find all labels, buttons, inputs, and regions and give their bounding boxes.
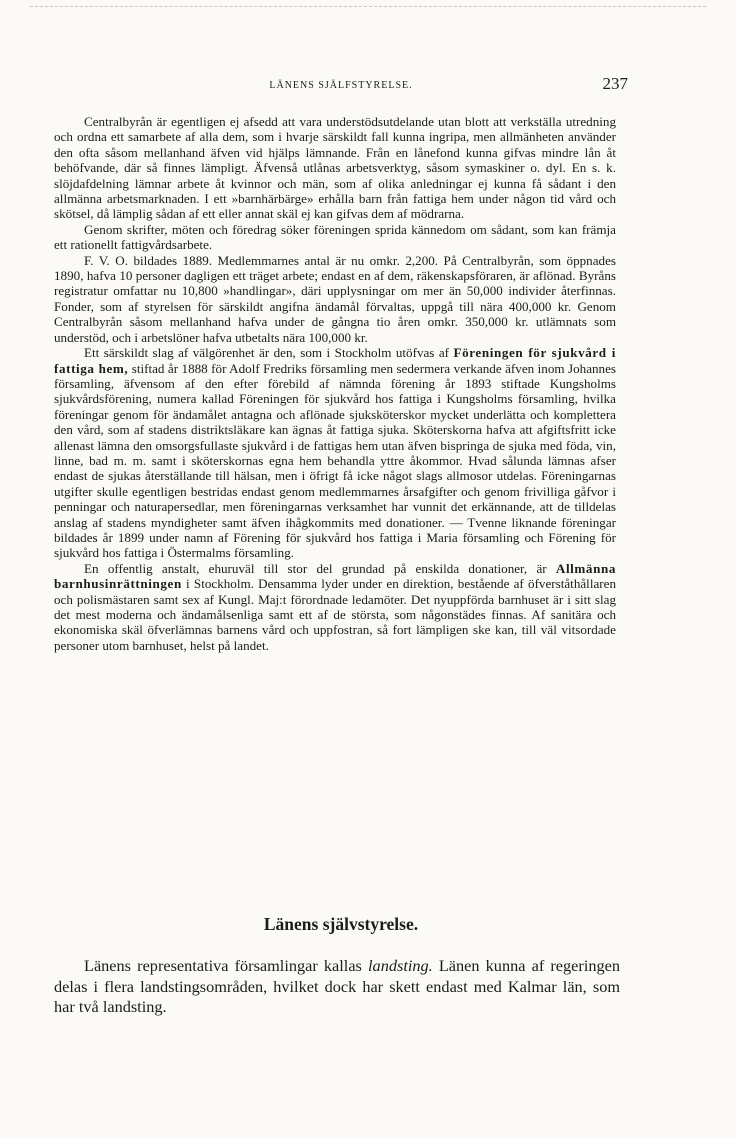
text-run: Länen kunna af regeringen delas i flera landstingsområden, hvilket dock har skett endast med Kalmar län, som har två landsting. — [54, 956, 620, 1016]
paragraph-barnhus — [54, 561, 616, 653]
running-title: LÄNENS SJÄLFSTYRELSE. — [269, 80, 413, 91]
text-run: Centralbyrån är egentligen ej afsedd att vara understödsutdelande utan blott att verkställa utredning och ordna ett samarbete af alla dem, som i hvarje särskildt fall kunna ingripa, men allmänheten använder den ofta såsom mellanhand äfven vid hjälps lämnande. Från en lånefond kunna gifvas mindre lån åt behöfvande, där så finnes lämpligt. Äfvenså utlånas arbetsverktyg, såsom symaskiner o. dyl. En s. k. slöjdafdelning lämnar arbete åt kvinnor och män, som af olika anledningar ej kunna få sådant i den allmänna arbetsmarknaden. I ett »barnhärbärge» erhålla barn från fattiga hem under någon tid vård och skötsel, då lämplig sådan af ett eller annat skäl ej kan gifvas dem af mödrarna. — [54, 114, 616, 222]
body-text — [54, 114, 616, 653]
italic-term: landsting. — [368, 956, 433, 975]
section-lead — [54, 956, 620, 1018]
section-heading: Länens självstyrelse. — [263, 914, 419, 934]
text-run: Länens representativa församlingar kallas — [84, 956, 369, 975]
scan-edge-line — [30, 6, 706, 8]
paragraph-sjukvard — [54, 345, 616, 561]
paragraph-skrifter — [54, 222, 616, 253]
text-run: Ett särskildt slag af välgörenhet är den, som i Stockholm utöfvas af — [84, 345, 454, 361]
bold-term: Allmänna barnhusinrättningen — [54, 560, 616, 592]
paragraph-centralbyran — [54, 114, 616, 222]
text-run: stiftad år 1888 för Adolf Fredriks församling men sedermera verkande äfven inom Johannes församling, äfvensom af den efter förebild af nämnda förening år 1893 stiftade Kungsholms sjukvårdsförening, numera kallad Föreningen för sjukvård hos fattiga i Kungsholms församling, hvilka föreningar genom för ändamålet antagna och aflönade sjuksköterskor mycket underlätta och komplettera den vård, som af stadens distriktsläkare kan ägnas åt fattiga sjuka. Sköterskorna hafva att afgiftsfritt icke allenast lämna den omsorgsfullaste sjukvård i de fattigas hem utan äfven bispringa de sjuka med föda, vin, linne, bad m. m. samt i sköterskornas egna hem behandla yttre åkommor. Hvad sålunda lämnas afser endast de sjukas återställande till hälsan, men i öfrigt få icke något slags allmosor utdelas. Föreningarnas utgifter skulle egentligen bestridas endast genom medlemmarnes årsafgifter och genom frivilliga gåfvor i penningar och naturapersedlar, men föreningarnas verksamhet har vunnit det erkännande, att de tilldelas anslag af stadens myndigheter samt äfven ihågkommits med donationer. — Tvenne liknande föreningar bildades år 1899 under namn af Förening för sjukvård hos fattiga i Maria församling och Förening för sjukvård hos fattiga i Östermalms församling. — [54, 360, 617, 561]
bold-term: Föreningen för sjukvård i fattiga hem, — [54, 345, 616, 376]
text-run: F. V. O. bildades 1889. Medlemmarnes antal är nu omkr. 2,200. På Centralbyrån, som öppnades 1890, hafva 10 personer dagligen ett träget arbete; endast en af dem, räkenskapsföraren, är aflönad. Byråns registratur omfattar nu 10,800 »handlingar», däri upplysningar om mer än 50,000 individer återfinnas. Fonder, som af styrelsen för särskildt angifna ändamål förvaltas, uppgå till nära 400,000 kr. Genom Centralbyrån såsom mellanhand hafva under de gångna tio åren omkr. 350,000 kr. utlämnats som understöd, och i arbetslöner hafva utbetalts nära 100,000 kr. — [54, 252, 616, 345]
text-run: Genom skrifter, möten och föredrag söker föreningen sprida kännedom om sådant, som kan främja ett rationellt fattigvårdsarbete. — [54, 221, 616, 253]
paragraph-landsting — [54, 956, 620, 1018]
page-number: 237 — [602, 74, 628, 93]
running-head — [54, 74, 628, 96]
paragraph-fvo — [54, 253, 616, 345]
text-run: i Stockholm. Densamma lyder under en direktion, bestående af öfverståthållaren och polismästaren samt sex af Kungl. Maj:t förordnade ledamöter. Det nyuppförda barnhuset är i sitt slag det mest moderna och ändamålsenliga samt ett af de största, som någonstädes finnas. Af sanitära och ekonomiska skäl öfverlämnas barnens vård och uppfostran, så fort lämpligen ske kan, till väl vitsordade personer utom barnhuset, helst på landet. — [54, 576, 616, 653]
text-run: En offentlig anstalt, ehuruväl till stor del grundad på enskilda donationer, är — [84, 560, 556, 576]
